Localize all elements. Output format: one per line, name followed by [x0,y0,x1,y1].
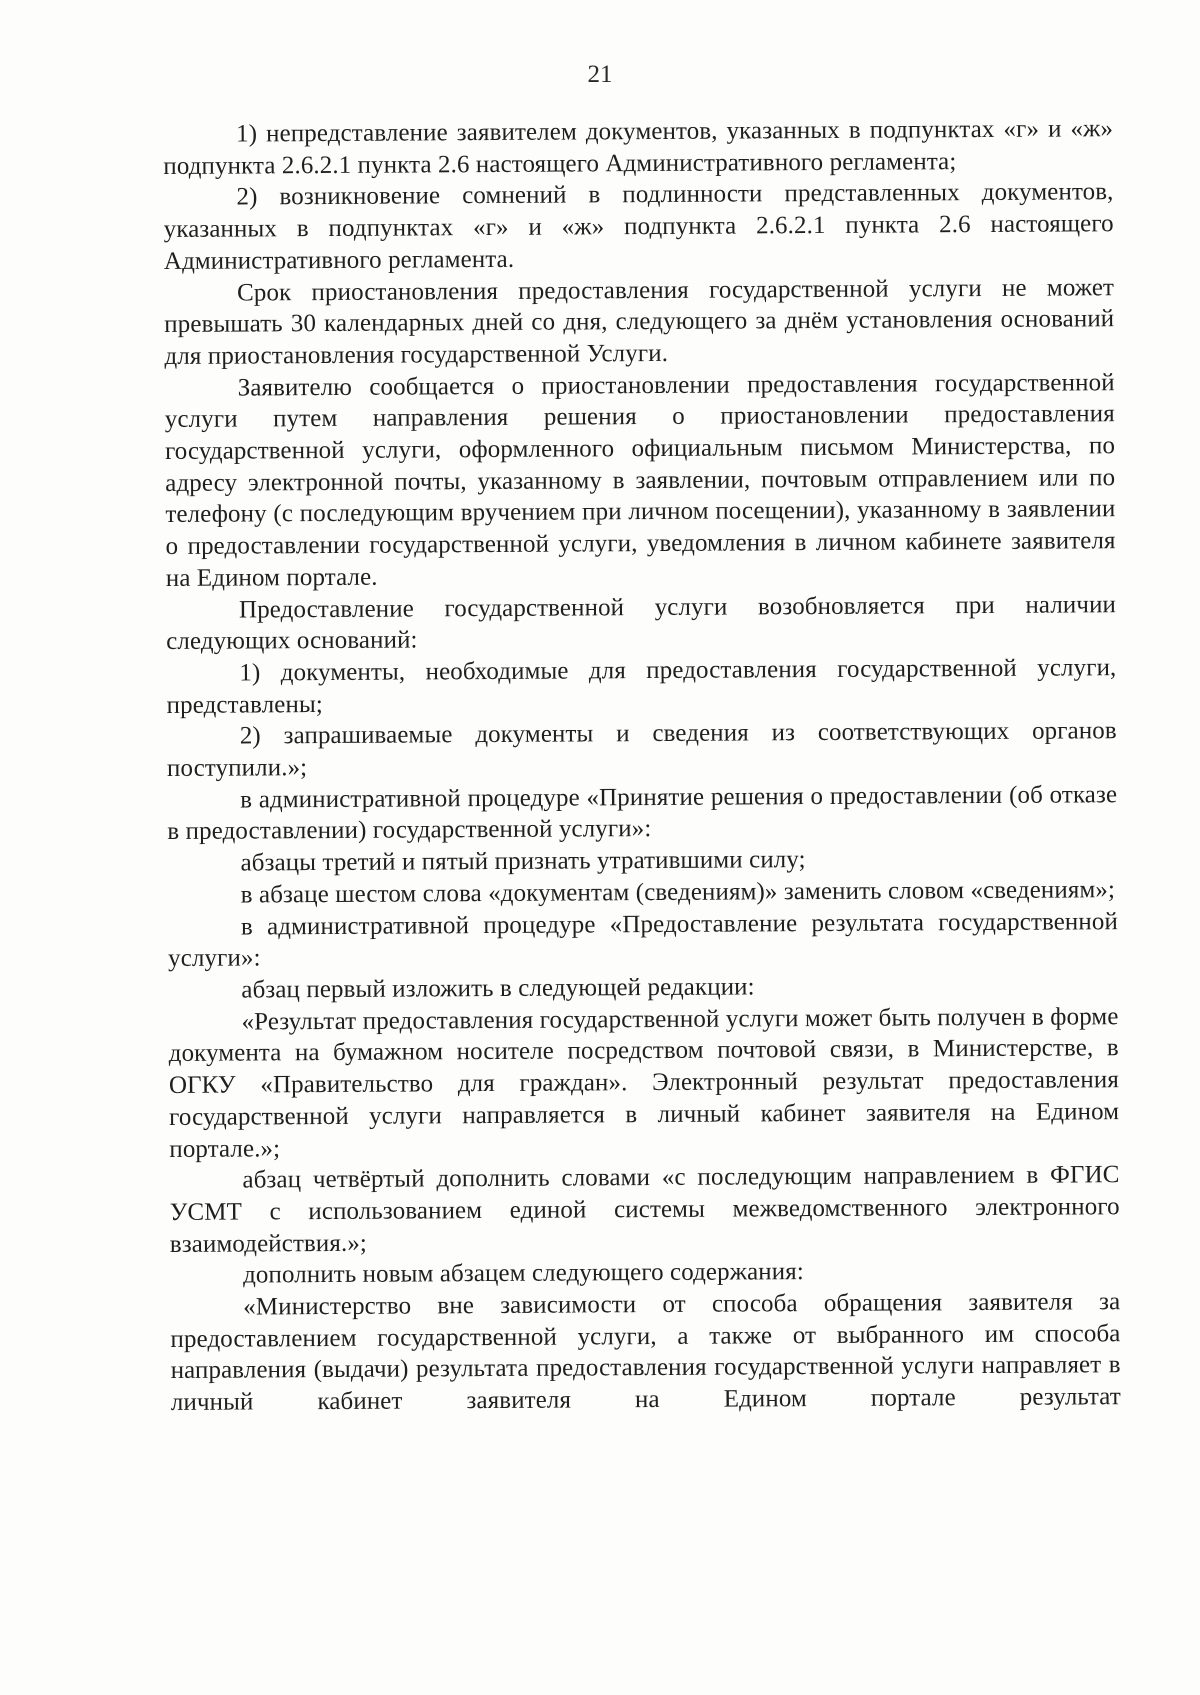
paragraph-5: Предоставление государственной услуги возобновляется при наличии следующих оснований: [166,590,1117,656]
document-body [163,113,1121,1419]
paragraph-13: «Результат предоставления государственной услуги может быть получен в форме документа на бумажном носителе посредством почтовой связи, в Министерстве, в ОГКУ «Правительство для граждан». Электронный результат предоставления государственной услуги направляется в личный кабинет заявителя на Едином портале.»; [168,1002,1120,1163]
paragraph-16: «Министерство вне зависимости от способа обращения заявителя за предоставлением государственной услуги, а также от выбранного им способа направления (выдачи) результата предоставления государственной услуги направляет в личный кабинет заявителя на Едином портале результат [170,1288,1121,1417]
paragraph-1: 1) непредставление заявителем документов, указанных в подпунктах «г» и «ж» подпункта 2.6.2.1 пункта 2.6 настоящего Административного регламента; [163,115,1114,180]
paragraph-6: 1) документы, необходимые для предоставления государственной услуги, представлены; [166,654,1117,719]
paragraph-8: в административной процедуре «Принятие решения о предоставлении (об отказе в предоставлении) государственной услуги»: [167,780,1118,846]
paragraph-7: 2) запрашиваемые документы и сведения из соответствующих органов поступили.»; [166,717,1117,783]
paragraph-10: в абзаце шестом слова «документам (сведениям)» заменить словом «сведениям»; [240,876,1116,909]
paragraph-3: Срок приостановления предоставления государственной услуги не может превышать 30 календарных дней со дня, следующего за днём установления оснований для приостановления государственной Услуги. [164,273,1115,370]
paragraph-14: абзац четвёртый дополнить словами «с последующим направлением в ФГИС УСМТ с использованием единой системы межведомственного электронного взаимодействия.»; [169,1161,1120,1258]
paragraph-11: в административной процедуре «Предоставление результата государственной услуги»: [168,907,1119,973]
paragraph-9: абзацы третий и пятый признать утратившими силу; [240,846,806,877]
paragraph-12: абзац первый изложить в следующей редакции: [241,973,755,1004]
paragraph-4: Заявителю сообщается о приостановлении предоставления государственной услуги путем направления решения о приостановлении предоставления государственной услуги, оформленного официальным письмом Министерства, по адресу электронной почты, указанному в заявлении, почтовым отправлением или по телефону (с последующим вручением при личном посещении), указанному в заявлении о предоставлении государственной услуги, уведомления в личном кабинете заявителя на Едином портале. [164,368,1116,592]
paragraph-2: 2) возникновение сомнений в подлинности представленных документов, указанных в подпунктах «г» и «ж» подпункта 2.6.2.1 пункта 2.6 настоящего Административного регламента. [163,178,1114,275]
paragraph-15: дополнить новым абзацем следующего содержания: [242,1258,804,1289]
page-number: 21 [587,61,613,88]
